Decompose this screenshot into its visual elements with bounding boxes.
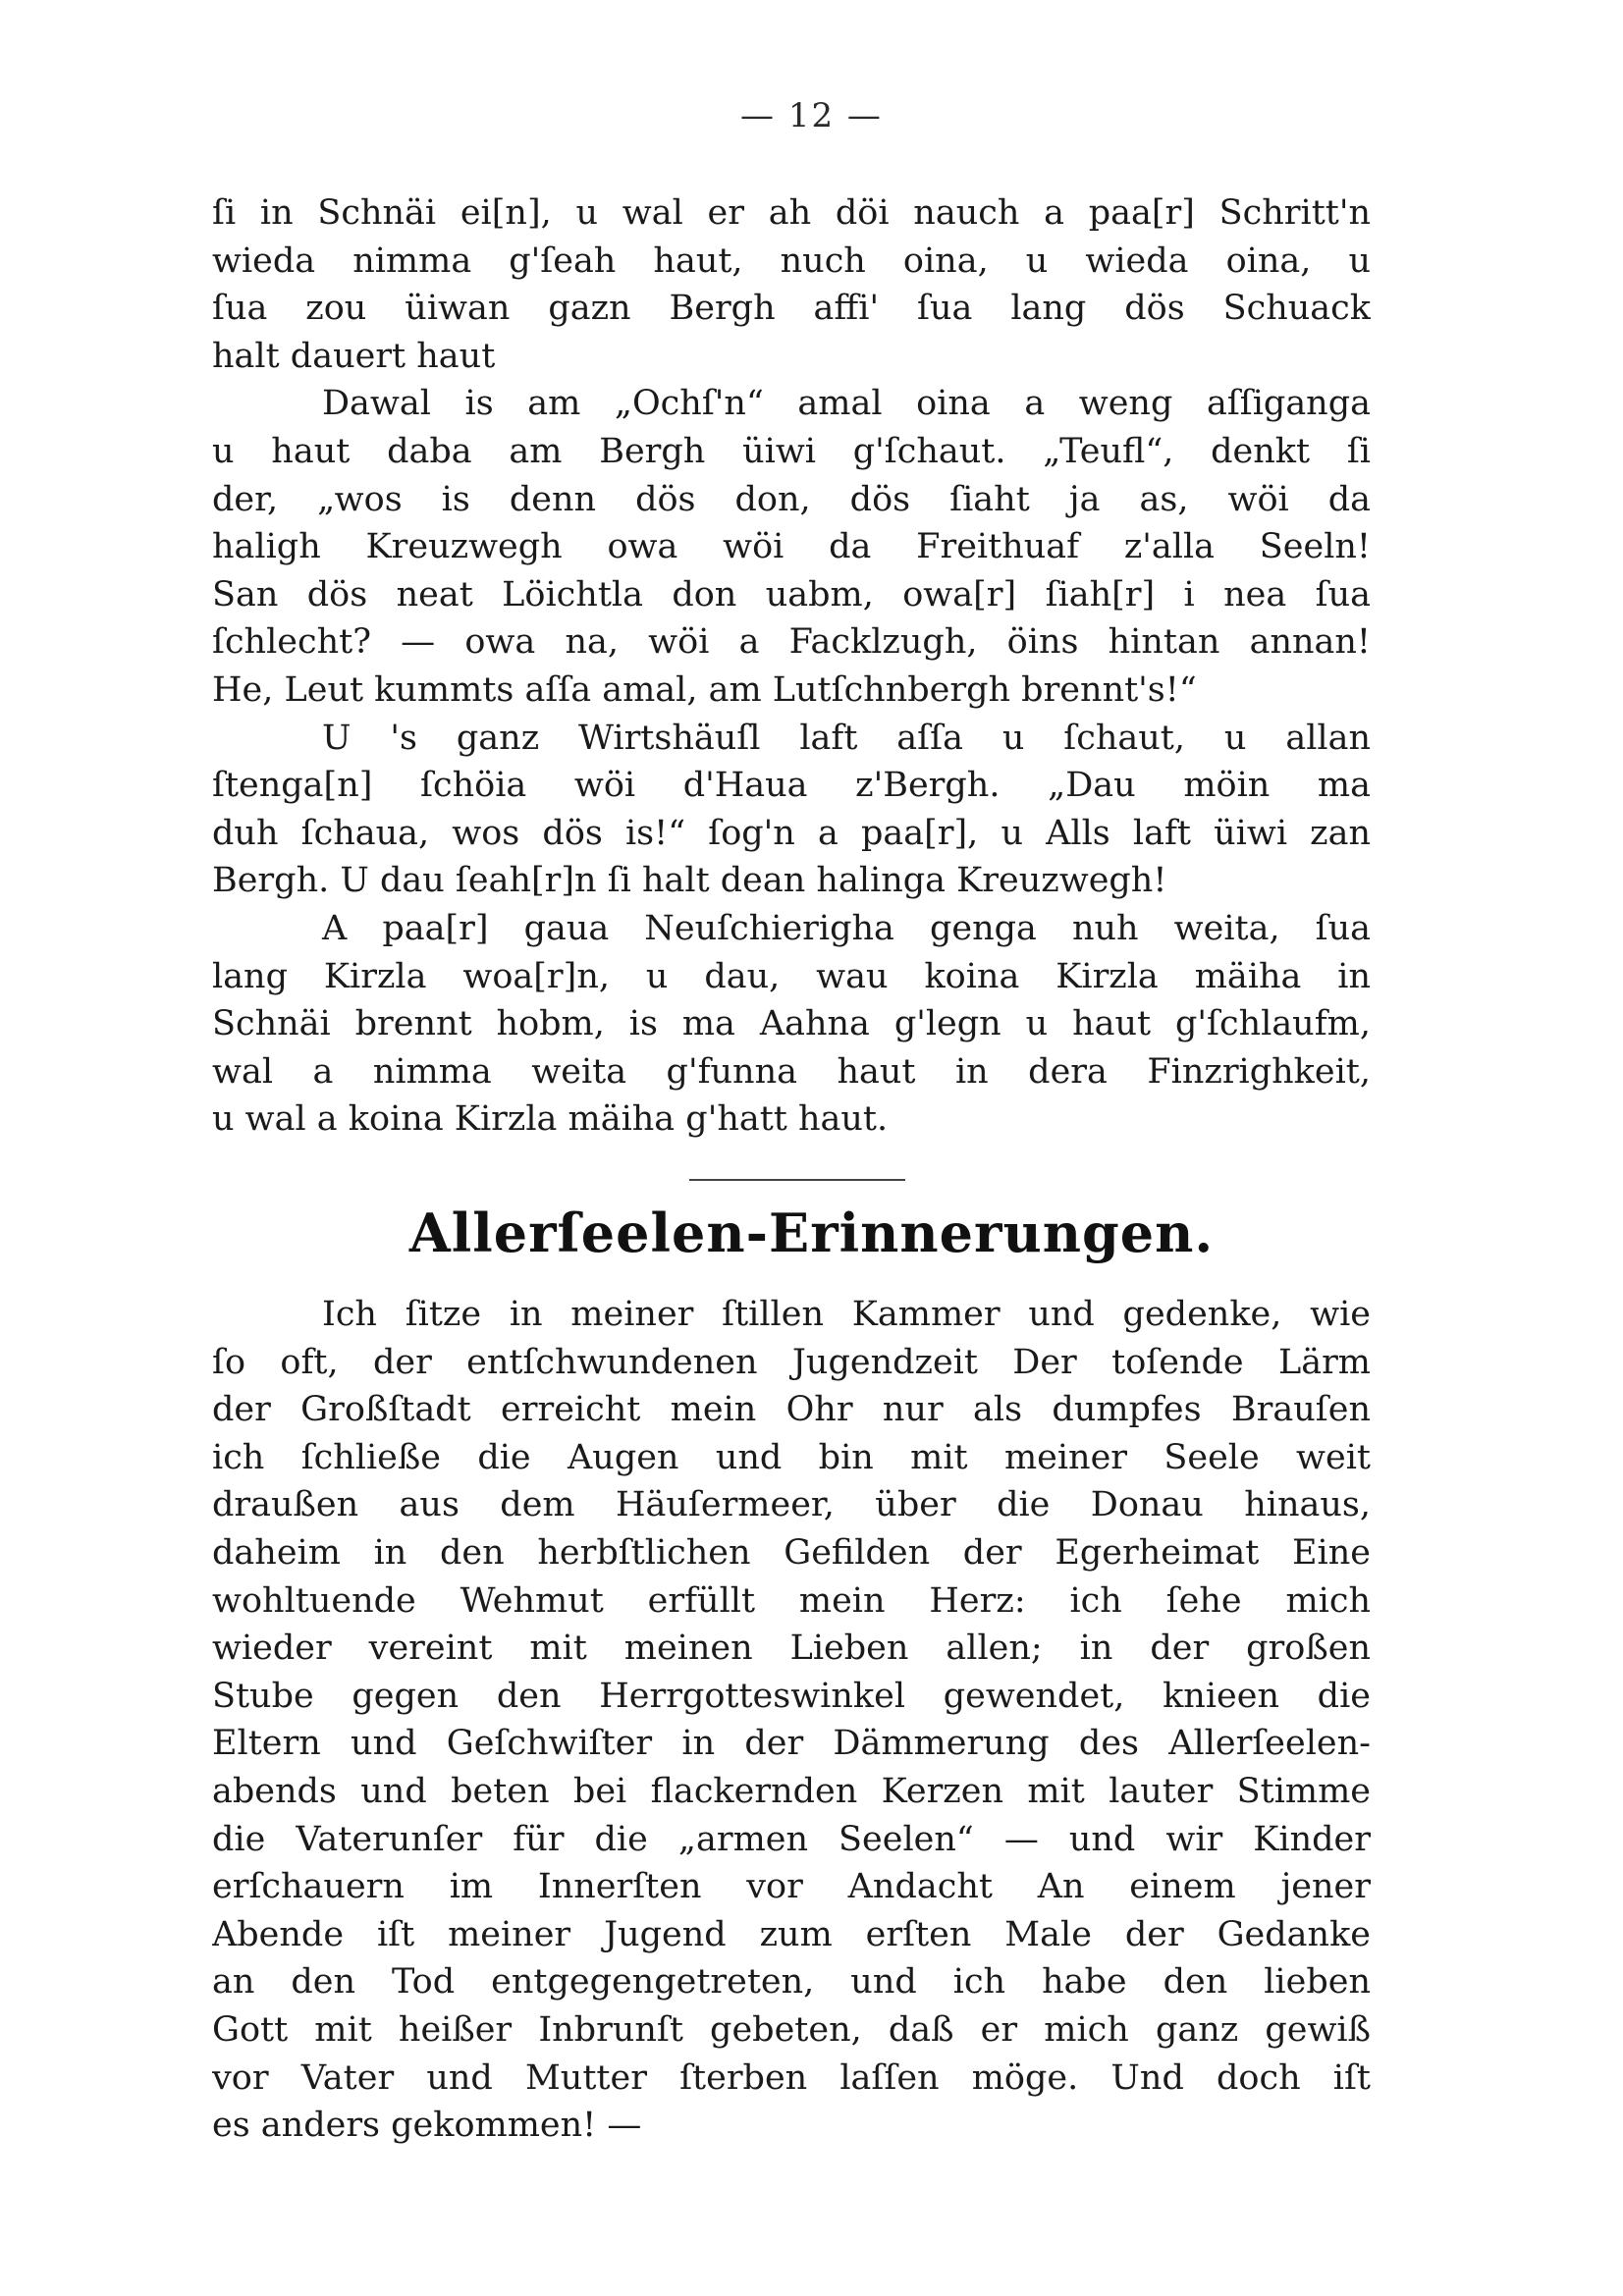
text-line: abends und beten bei flackernden Kerzen mit lauter Stimme [212,1771,1371,1811]
text-line: u haut daba am Bergh üiwi g'ſchaut. „Teufl“, denkt ſi [212,431,1371,471]
text-line: wohltuende Wehmut erfüllt mein Herz: ich ſehe mich [212,1580,1371,1621]
text-line: He, Leut kummts aſſa amal, am Lutſchnbergh brennt's!“ [212,669,1197,710]
text-line: duh ſchaua, wos dös is!“ ſog'n a paa[r], u Alls laft üiwi zan [212,813,1371,853]
text-line: ſo oft, der entſchwundenen Jugendzeit Der toſende Lärm [212,1342,1371,1382]
text-line: Bergh. U dau ſeah[r]n ſi halt dean halinga Kreuzwegh! [212,861,1167,901]
text-line: ich ſchließe die Augen und bin mit meiner Seele weit [212,1437,1371,1477]
text-line: U 's ganz Wirtshäuſl laft aſſa u ſchaut, u allan [322,718,1371,758]
text-line: Stube gegen den Herrgotteswinkel gewendet, knieen die [212,1676,1371,1716]
text-line: ſtenga[n] ſchöia wöi d'Haua z'Bergh. „Dau möin ma [212,766,1371,806]
text-line: wal a nimma weita g'funna haut in dera Finzrighkeit, [212,1051,1371,1092]
text-line: u wal a koina Kirzla mäiha g'hatt haut. [212,1099,889,1140]
text-line: halt dauert haut [212,336,496,376]
text-line: haligh Kreuzwegh owa wöi da Freithuaf z'alla Seeln! [212,527,1371,567]
text-line: ſua zou üiwan gazn Bergh affi' ſua lang dös Schuack [212,289,1371,329]
text-line: daheim in den herbſtlichen Gefilden der Egerheimat Eine [212,1532,1371,1573]
text-line: Dawal is am „Ochſ'n“ amal oina a weng aſſiganga [322,384,1371,424]
text-line: vor Vater und Mutter ſterben laſſen möge. Und doch iſt [212,2057,1371,2098]
text-line: Schnäi brennt hobm, is ma Aahna g'legn u haut g'ſchlaufm, [212,1004,1371,1044]
text-line: ſchlecht? — owa na, wöi a Facklzugh, öins hintan annan! [212,622,1371,663]
text-line: wieda nimma g'ſeah haut, nuch oina, u wieda oina, u [212,240,1371,281]
dialect-story-text [212,189,1371,1144]
memoir-text [212,1291,1371,2150]
text-line: der, „wos is denn dös don, dös ſiaht ja as, wöi da [212,479,1371,519]
text-line: Gott mit heißer Inbrunſt gebeten, daß er mich ganz gewiß [212,2009,1371,2050]
text-line: Ich ſitze in meiner ſtillen Kammer und gedenke, wie [322,1295,1371,1334]
text-line: draußen aus dem Häuſermeer, über die Donau hinaus, [212,1485,1371,1525]
text-line: die Vaterunſer für die „armen Seelen“ — und wir Kinder [212,1819,1371,1859]
text-line: San dös neat Löichtla don uabm, owa[r] ſiah[r] i nea ſua [212,574,1371,614]
text-line: an den Tod entgegengetreten, und ich habe den lieben [212,1962,1371,2002]
text-line: ſi in Schnäi ei[n], u wal er ah döi nauch a paa[r] Schritt'n [212,193,1371,233]
text-line: der Großſtadt erreicht mein Ohr nur als dumpfes Brauſen [212,1390,1371,1430]
text-line: Abende iſt meiner Jugend zum erſten Male der Gedanke [212,1914,1371,1954]
text-line: erſchauern im Innerſten vor Andacht An einem jener [212,1867,1371,1907]
page-number: — 12 — [740,96,883,135]
text-line: lang Kirzla woa[r]n, u dau, wau koina Kirzla mäiha in [212,956,1371,996]
section-heading: Allerſeelen-Erinnerungen. [408,1201,1215,1264]
text-line: es anders gekommen! — [212,2106,642,2146]
section-divider [689,1179,905,1181]
text-line: A paa[r] gaua Neuſchierigha genga nuh weita, ſua [322,908,1371,948]
text-line: wieder vereint mit meinen Lieben allen; in der großen [212,1629,1371,1669]
text-line: Eltern und Geſchwiſter in der Dämmerung des Allerſeelen- [212,1724,1371,1764]
